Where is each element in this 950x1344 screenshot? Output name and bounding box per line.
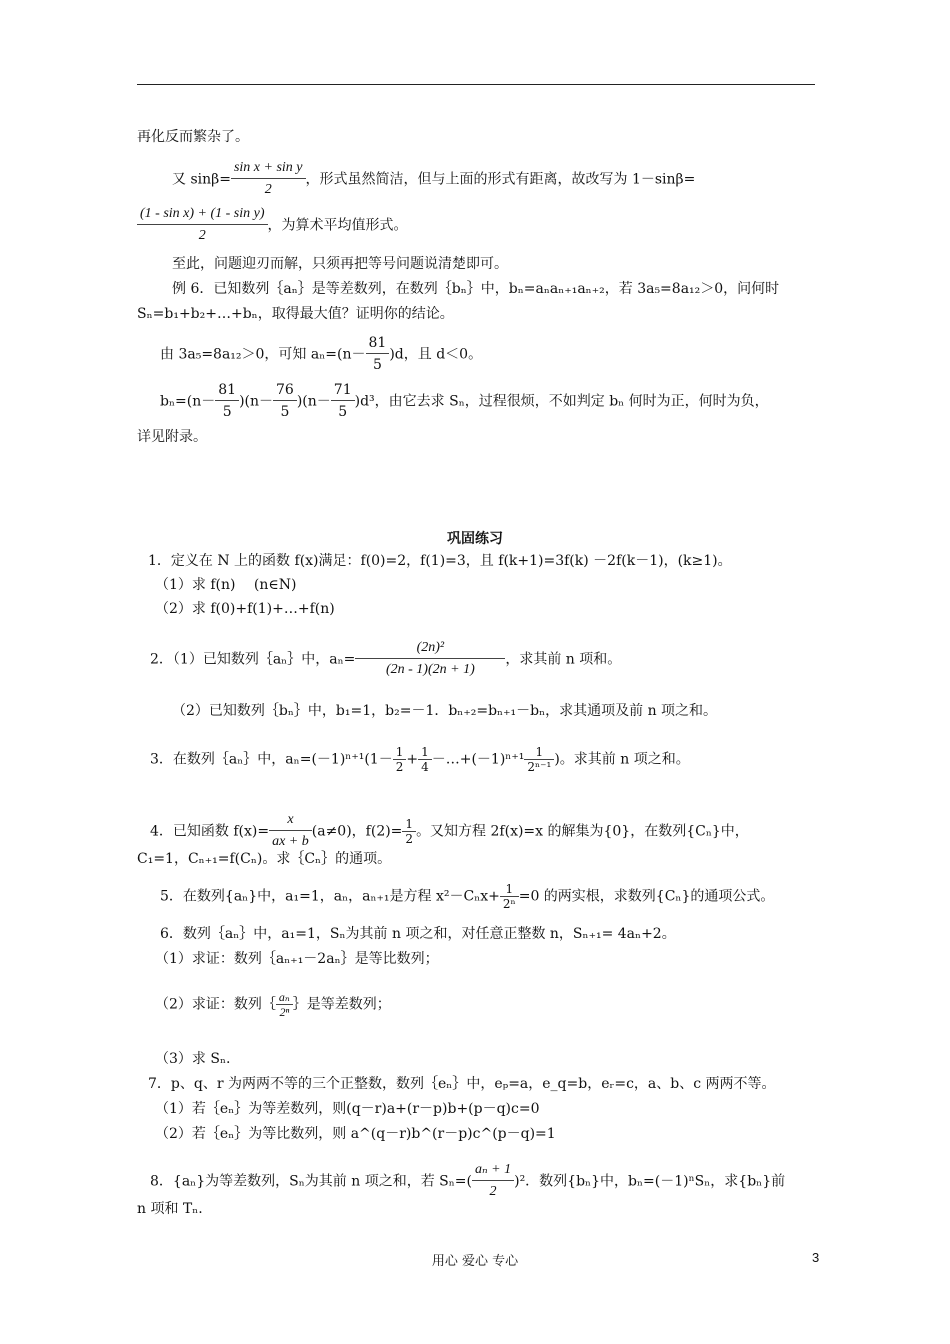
header-rule (137, 84, 815, 85)
fraction: $\frac{71}{5}$ (331, 380, 355, 423)
exercise-7b: （2）若｛eₙ｝为等比数列，则 a^(q－r)b^(r－p)c^(p－q)=1 (155, 1126, 556, 1142)
fraction: $\frac{\text{(2n)²}}{(2n - 1)(2n + 1)}$ (355, 638, 505, 681)
fraction: $\frac{x}{ax + b}$ (269, 810, 312, 853)
exercise-2: 2．（1）已知数列｛aₙ｝中，aₙ= $\frac{\text{(2n)²}}{(2n - 1)(2n + 1)}$ ，求其前 n 项和。 (150, 638, 621, 681)
exercise-1b: （2）求 f(0)+f(1)+…+f(n) (155, 601, 335, 617)
exercise-8b: n 项和 Tₙ. (137, 1201, 203, 1217)
formula-line: 由 3a₅=8a₁₂＞0，可知 aₙ=(n－ $\frac{81}{5}$ )d，且 d＜0。 (160, 333, 482, 376)
fraction: $\frac{76}{5}$ (273, 380, 297, 423)
footer-text: 用心 爱心 专心 (431, 1254, 519, 1269)
fraction: $\frac{1}{\text{2ⁿ⁻¹}}$ (524, 745, 554, 774)
fraction: $\frac{\text{sin x + sin y}}{2}$ (231, 158, 306, 201)
page-number: 3 (812, 1250, 820, 1265)
exercise-5: 5．在数列{aₙ}中，a₁=1，aₙ，aₙ₊₁是方程 x²－Cₙx+ $\frac{1}{\text{2ⁿ}}$ =0 的两实根，求数列{Cₙ}的通项公式。 (160, 882, 775, 911)
text-line: 详见附录。 (137, 429, 207, 445)
fraction: $\frac{1}{2}$ (402, 817, 416, 846)
formula-line: $\frac{\text{(1 - sin x) + (1 - sin y)}}{2}$ ，为算术平均值形式。 (137, 204, 408, 247)
exercise-2b: （2）已知数列｛bₙ｝中，b₁=1，b₂=－1．bₙ₊₂=bₙ₊₁－bₙ，求其通项及前 n 项之和。 (172, 703, 718, 719)
exercise-6b: （2）求证：数列｛ $\frac{\text{aₙ}}{\text{2ⁿ}}$ ｝是等差数列； (155, 990, 391, 1019)
exercise-8: 8．{aₙ}为等差数列，Sₙ为其前 n 项之和，若 Sₙ=( $\frac{\text{aₙ + 1}}{2}$ )²．数列{bₙ}中，bₙ=(－1)ⁿSₙ，求{bₙ}前 (150, 1160, 785, 1203)
exercise-7: 7．p、q、r 为两两不等的三个正整数，数列｛eₙ｝中，eₚ=a，e_q=b，eᵣ=c，a、b、c 两两不等。 (148, 1076, 776, 1092)
exercise-6c: （3）求 Sₙ. (155, 1051, 231, 1067)
formula-line: bₙ=(n－ $\frac{81}{5}$ )(n－ $\frac{76}{5}$ )(n－ $\frac{71}{5}$ )d³，由它去求 Sₙ，过程很烦，不如判定 bₙ 何时为正，何时为负， (160, 380, 769, 423)
exercise-1a: （1）求 f(n) (n∈N) (155, 577, 297, 593)
text-line: 再化反而繁杂了。 (137, 129, 249, 145)
example-line: 例 6．已知数列｛aₙ｝是等差数列，在数列｛bₙ｝中，bₙ=aₙaₙ₊₁aₙ₊₂，若 3a₅=8a₁₂＞0，问何时 (172, 281, 780, 297)
exercise-4b: C₁=1，Cₙ₊₁=f(Cₙ)。求｛Cₙ｝的通项。 (137, 851, 392, 867)
fraction: $\frac{1}{4}$ (418, 745, 432, 774)
fraction: $\frac{\text{aₙ}}{\text{2ⁿ}}$ (276, 990, 293, 1019)
exercise-3: 3．在数列｛aₙ｝中，aₙ=(－1)ⁿ⁺¹(1－ $\frac{1}{2}$ + $\frac{1}{4}$ －…+(－1)ⁿ⁺¹ $\frac{1}{\text{2ⁿ⁻¹}}$ )。求其前 n 项之和。 (150, 745, 690, 774)
exercise-6: 6．数列｛aₙ｝中，a₁=1，Sₙ为其前 n 项之和，对任意正整数 n，Sₙ₊₁= 4aₙ+2。 (160, 926, 676, 942)
exercise-1: 1．定义在 N 上的函数 f(x)满足：f(0)=2，f(1)=3，且 f(k+1)=3f(k) －2f(k－1)，(k≥1)。 (148, 553, 732, 569)
fraction: $\frac{\text{(1 - sin x) + (1 - sin y)}}{2}$ (137, 204, 268, 247)
fraction: $\frac{81}{5}$ (215, 380, 239, 423)
formula-line: 又 sinβ= $\frac{\text{sin x + sin y}}{2}$ ，形式虽然简洁，但与上面的形式有距离，故改写为 1－sinβ= (172, 158, 695, 201)
exercise-6a: （1）求证：数列｛aₙ₊₁－2aₙ｝是等比数列； (155, 951, 439, 967)
fraction: $\frac{81}{5}$ (366, 333, 390, 376)
section-title: 巩固练习 (447, 531, 503, 547)
fraction: $\frac{1}{\text{2ⁿ}}$ (500, 882, 519, 911)
exercise-7a: （1）若｛eₙ｝为等差数列，则(q－r)a+(r－p)b+(p－q)c=0 (155, 1101, 540, 1117)
fraction: $\frac{\text{aₙ + 1}}{2}$ (472, 1160, 514, 1203)
text-line: 至此，问题迎刃而解，只须再把等号问题说清楚即可。 (172, 256, 508, 272)
example-line: Sₙ=b₁+b₂+…+bₙ，取得最大值？证明你的结论。 (137, 306, 454, 322)
fraction: $\frac{1}{2}$ (393, 745, 407, 774)
exercise-4: 4．已知函数 f(x)= $\frac{x}{ax + b}$ (a≠0)，f(2)= $\frac{1}{2}$ 。又知方程 2f(x)=x 的解集为{0}，在数列{Cₙ}中， (150, 810, 749, 853)
